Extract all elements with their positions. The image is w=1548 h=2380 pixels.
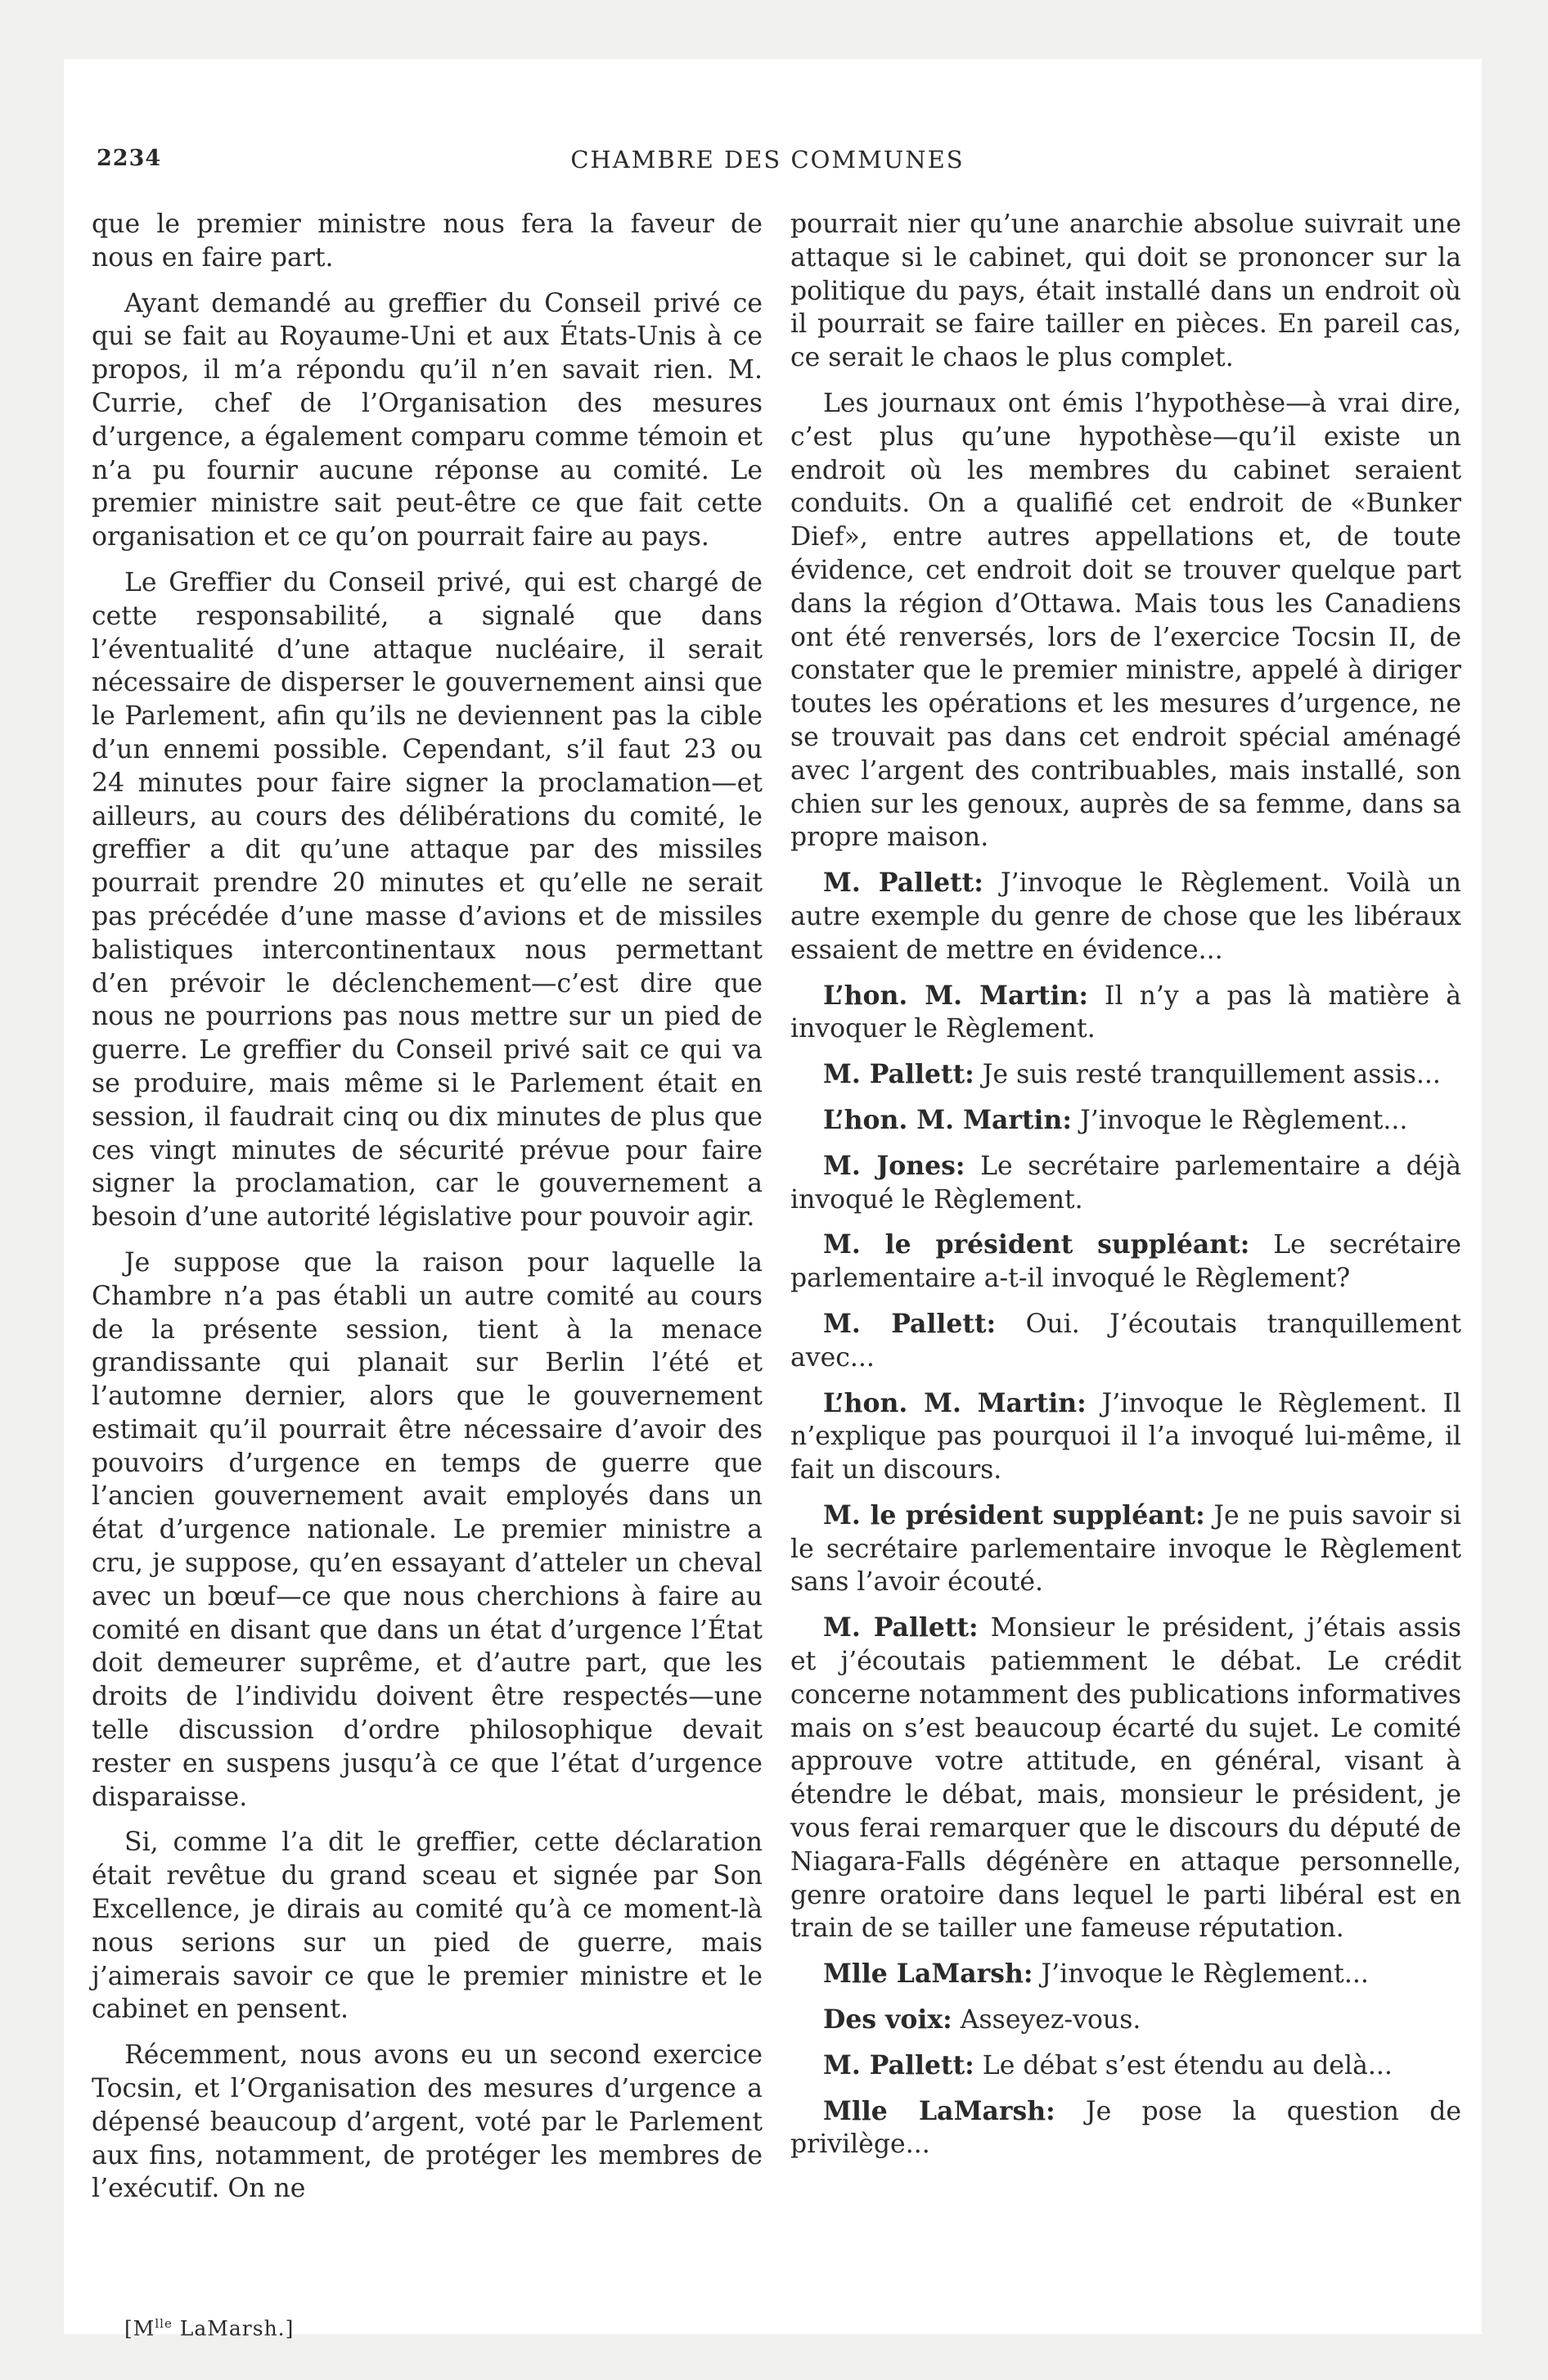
speaker-reference: [124, 2316, 294, 2340]
speaker-name: L’hon. M. Martin:: [823, 980, 1089, 1011]
paragraph-text: Le secrétaire parlementaire a-t-il invoqué le Règlement?: [790, 1230, 1462, 1294]
paragraph-text: Je suppose que la raison pour laquelle la Chambre n’a pas établi un autre comité au cours de la présente session, tient à la menace grandissante qui planait sur Berlin l’été et l’automne dernier, alors que le gouvernement estimait qu’il pourrait être nécessaire d’avoir des pouvoirs d’urgence en temps de guerre que l’ancien gouvernement avait employés dans un état d’urgence nationale. Le premier ministre a cru, je suppose, qu’en essayant d’atteler un cheval avec un bœuf—ce que nous cherchions à faire au comité en disant que dans un état d’urgence l’État doit demeurer suprême, et d’autre part, que les droits de l’individu doivent être respectés—une telle discussion d’ordre philosophique devait rester en suspens jusqu’à ce que l’état d’urgence disparaisse.: [92, 1247, 763, 1812]
text-paragraph: [92, 2039, 763, 2206]
speaker-name: M. Pallett:: [823, 1308, 997, 1339]
paragraph-text: Récemment, nous avons eu un second exercice Tocsin, et l’Organisation des mesures d’urgence a dépensé beaucoup d’argent, voté par le Parlement aux fins, notamment, de protéger les membres de l’exécutif. On ne: [92, 2040, 763, 2204]
paragraph-text: Le Greffier du Conseil privé, qui est chargé de cette responsabilité, a signalé que dans l’éventualité d’une attaque nucléaire, il serait nécessaire de disperser le gouvernement ainsi que le Parlement, afin qu’ils ne deviennent pas la cible d’un ennemi possible. Cependant, s’il faut 23 ou 24 minutes pour faire signer la proclamation—et ailleurs, au cours des délibérations du comité, le greffier a dit qu’une attaque par des missiles pourrait prendre 20 minutes et qu’elle ne serait pas précédée d’une masse d’avions et de missiles balistiques intercontinentaux nous permettant d’en prévoir le déclenchement—c’est dire que nous ne pourrions pas nous mettre sur un pied de guerre. Le greffier du Conseil privé sait ce qui va se produire, mais même si le Parlement était en session, il faudrait cinq ou dix minutes de plus que ces vingt minutes de sécurité prévue pour faire signer la proclamation, car le gouvernement a besoin d’une autorité législative pour pouvoir agir.: [92, 567, 763, 1233]
page-header: [97, 146, 1438, 187]
speech-paragraph: [790, 867, 1461, 967]
speech-paragraph: [790, 2049, 1461, 2083]
text-paragraph: [92, 208, 763, 275]
speaker-name: M. Jones:: [823, 1150, 965, 1181]
page-number: 2234: [97, 146, 162, 171]
speech-paragraph: [790, 1104, 1461, 1138]
paragraph-text: J’invoque le Règlement...: [1080, 1105, 1408, 1135]
paragraph-text: pourrait nier qu’une anarchie absolue suivrait une attaque si le cabinet, qui doit se prononcer sur la politique du pays, était installé dans un endroit où il pourrait se faire tailler en pièces. En pareil cas, ce serait le chaos le plus complet.: [790, 210, 1461, 373]
speaker-name: L’hon. M. Martin:: [823, 1104, 1073, 1135]
paragraph-text: Je ne puis savoir si le secrétaire parlementaire invoque le Règlement sans l’avoir écouté.: [790, 1500, 1461, 1598]
paragraph-text: Je suis resté tranquillement assis...: [982, 1060, 1441, 1090]
paragraph-text: J’invoque le Règlement. Voilà un autre exemple du genre de chose que les libéraux essaient de mettre en évidence...: [790, 868, 1461, 965]
text-paragraph: [92, 566, 763, 1234]
speech-paragraph: [790, 980, 1461, 1047]
speech-paragraph: [790, 2004, 1461, 2037]
paragraph-text: J’invoque le Règlement. Il n’explique pas pourquoi il l’a invoqué lui-même, il fait un discours.: [790, 1388, 1461, 1485]
speaker-reference-open: [M: [124, 2316, 155, 2341]
speaker-name: M. Pallett:: [823, 868, 983, 899]
speaker-name: M. Pallett:: [823, 2049, 974, 2080]
text-paragraph: [92, 1246, 763, 1814]
speaker-name: M. le président suppléant:: [823, 1229, 1250, 1260]
speech-paragraph: [790, 1308, 1461, 1375]
paragraph-text: Il n’y a pas là matière à invoquer le Règlement.: [790, 980, 1461, 1044]
paragraph-text: que le premier ministre nous fera la faveur de nous en faire part.: [92, 210, 763, 273]
speech-paragraph: [790, 1228, 1461, 1296]
paragraph-text: Monsieur le président, j’étais assis et j’écoutais patiemment le débat. Le crédit concerne notamment des publications informatives mais on s’est beaucoup écarté du sujet. Le comité approuve votre attitude, en général, visant à étendre le débat, mais, monsieur le président, je vous ferai remarquer que le discours du député de Niagara-Falls dégénère en attaque personnelle, genre oratoire dans lequel le parti libéral est en train de se tailler une fameuse réputation.: [790, 1613, 1461, 1944]
speaker-name: L’hon. M. Martin:: [823, 1387, 1087, 1418]
speech-paragraph: [790, 1499, 1461, 1599]
paragraph-text: Oui. J’écoutais tranquillement avec...: [790, 1309, 1462, 1373]
text-paragraph: [92, 287, 763, 554]
speech-paragraph: [790, 1611, 1461, 1945]
text-paragraph: [790, 208, 1461, 375]
speaker-name: Mlle LaMarsh:: [823, 2095, 1055, 2126]
paragraph-text: Les journaux ont émis l’hypothèse—à vrai dire, c’est plus qu’une hypothèse—qu’il existe un endroit où les membres du cabinet seraient conduits. On a qualifié cet endroit de «Bunker Dief», entre autres appellations et, de toute évidence, cet endroit doit se trouver quelque part dans la région d’Ottawa. Mais tous les Canadiens ont été renversés, lors de l’exercice Tocsin II, de constater que le premier ministre, appelé à diriger toutes les opérations et les mesures d’urgence, ne se trouvait pas dans cet endroit spécial aménagé avec l’argent des contribuables, mais installé, son chien sur les genoux, auprès de sa femme, dans sa propre maison.: [790, 388, 1461, 853]
paragraph-text: Le débat s’est étendu au delà...: [982, 2050, 1393, 2080]
speaker-name: M. Pallett:: [823, 1612, 979, 1643]
speaker-name: M. Pallett:: [823, 1059, 974, 1090]
right-column: [790, 208, 1461, 2174]
speaker-name: M. le président suppléant:: [823, 1499, 1205, 1530]
speaker-reference-sup: lle: [155, 2316, 173, 2331]
speaker-name: Mlle LaMarsh:: [823, 1959, 1033, 1990]
text-paragraph: [790, 387, 1461, 854]
paragraph-text: Le secrétaire parlementaire a déjà invoqué le Règlement.: [790, 1151, 1461, 1215]
left-column: [92, 208, 763, 2218]
paragraph-text: Ayant demandé au greffier du Conseil privé ce qui se fait au Royaume-Uni et aux États-Unis à ce propos, il m’a répondu qu’il n’en savait rien. M. Currie, chef de l’Organisation des mesures d’urgence, a également comparu comme témoin et n’a pu fournir aucune réponse au comité. Le premier ministre sait peut-être ce que fait cette organisation et ce qu’on pourrait faire au pays.: [92, 288, 763, 552]
speaker-name: Des voix:: [823, 2004, 952, 2035]
paragraph-text: Asseyez-vous.: [960, 2005, 1141, 2035]
paragraph-text: Je pose la question de privilège...: [790, 2096, 1461, 2160]
speech-paragraph: [790, 2095, 1461, 2162]
speech-paragraph: [790, 1958, 1461, 1991]
speech-paragraph: [790, 1387, 1461, 1487]
running-title: CHAMBRE DES COMMUNES: [570, 146, 965, 174]
speech-paragraph: [790, 1058, 1461, 1092]
text-paragraph: [92, 1826, 763, 2026]
paragraph-text: Si, comme l’a dit le greffier, cette déclaration était revêtue du grand sceau et signée par Son Excellence, je dirais au comité qu’à ce moment-là nous serions sur un pied de guerre, mais j’aimerais savoir ce que le premier ministre et le cabinet en pensent.: [92, 1828, 763, 2025]
speaker-reference-close: LaMarsh.]: [172, 2316, 295, 2341]
paragraph-text: J’invoque le Règlement...: [1041, 1959, 1369, 1990]
speech-paragraph: [790, 1150, 1461, 1217]
